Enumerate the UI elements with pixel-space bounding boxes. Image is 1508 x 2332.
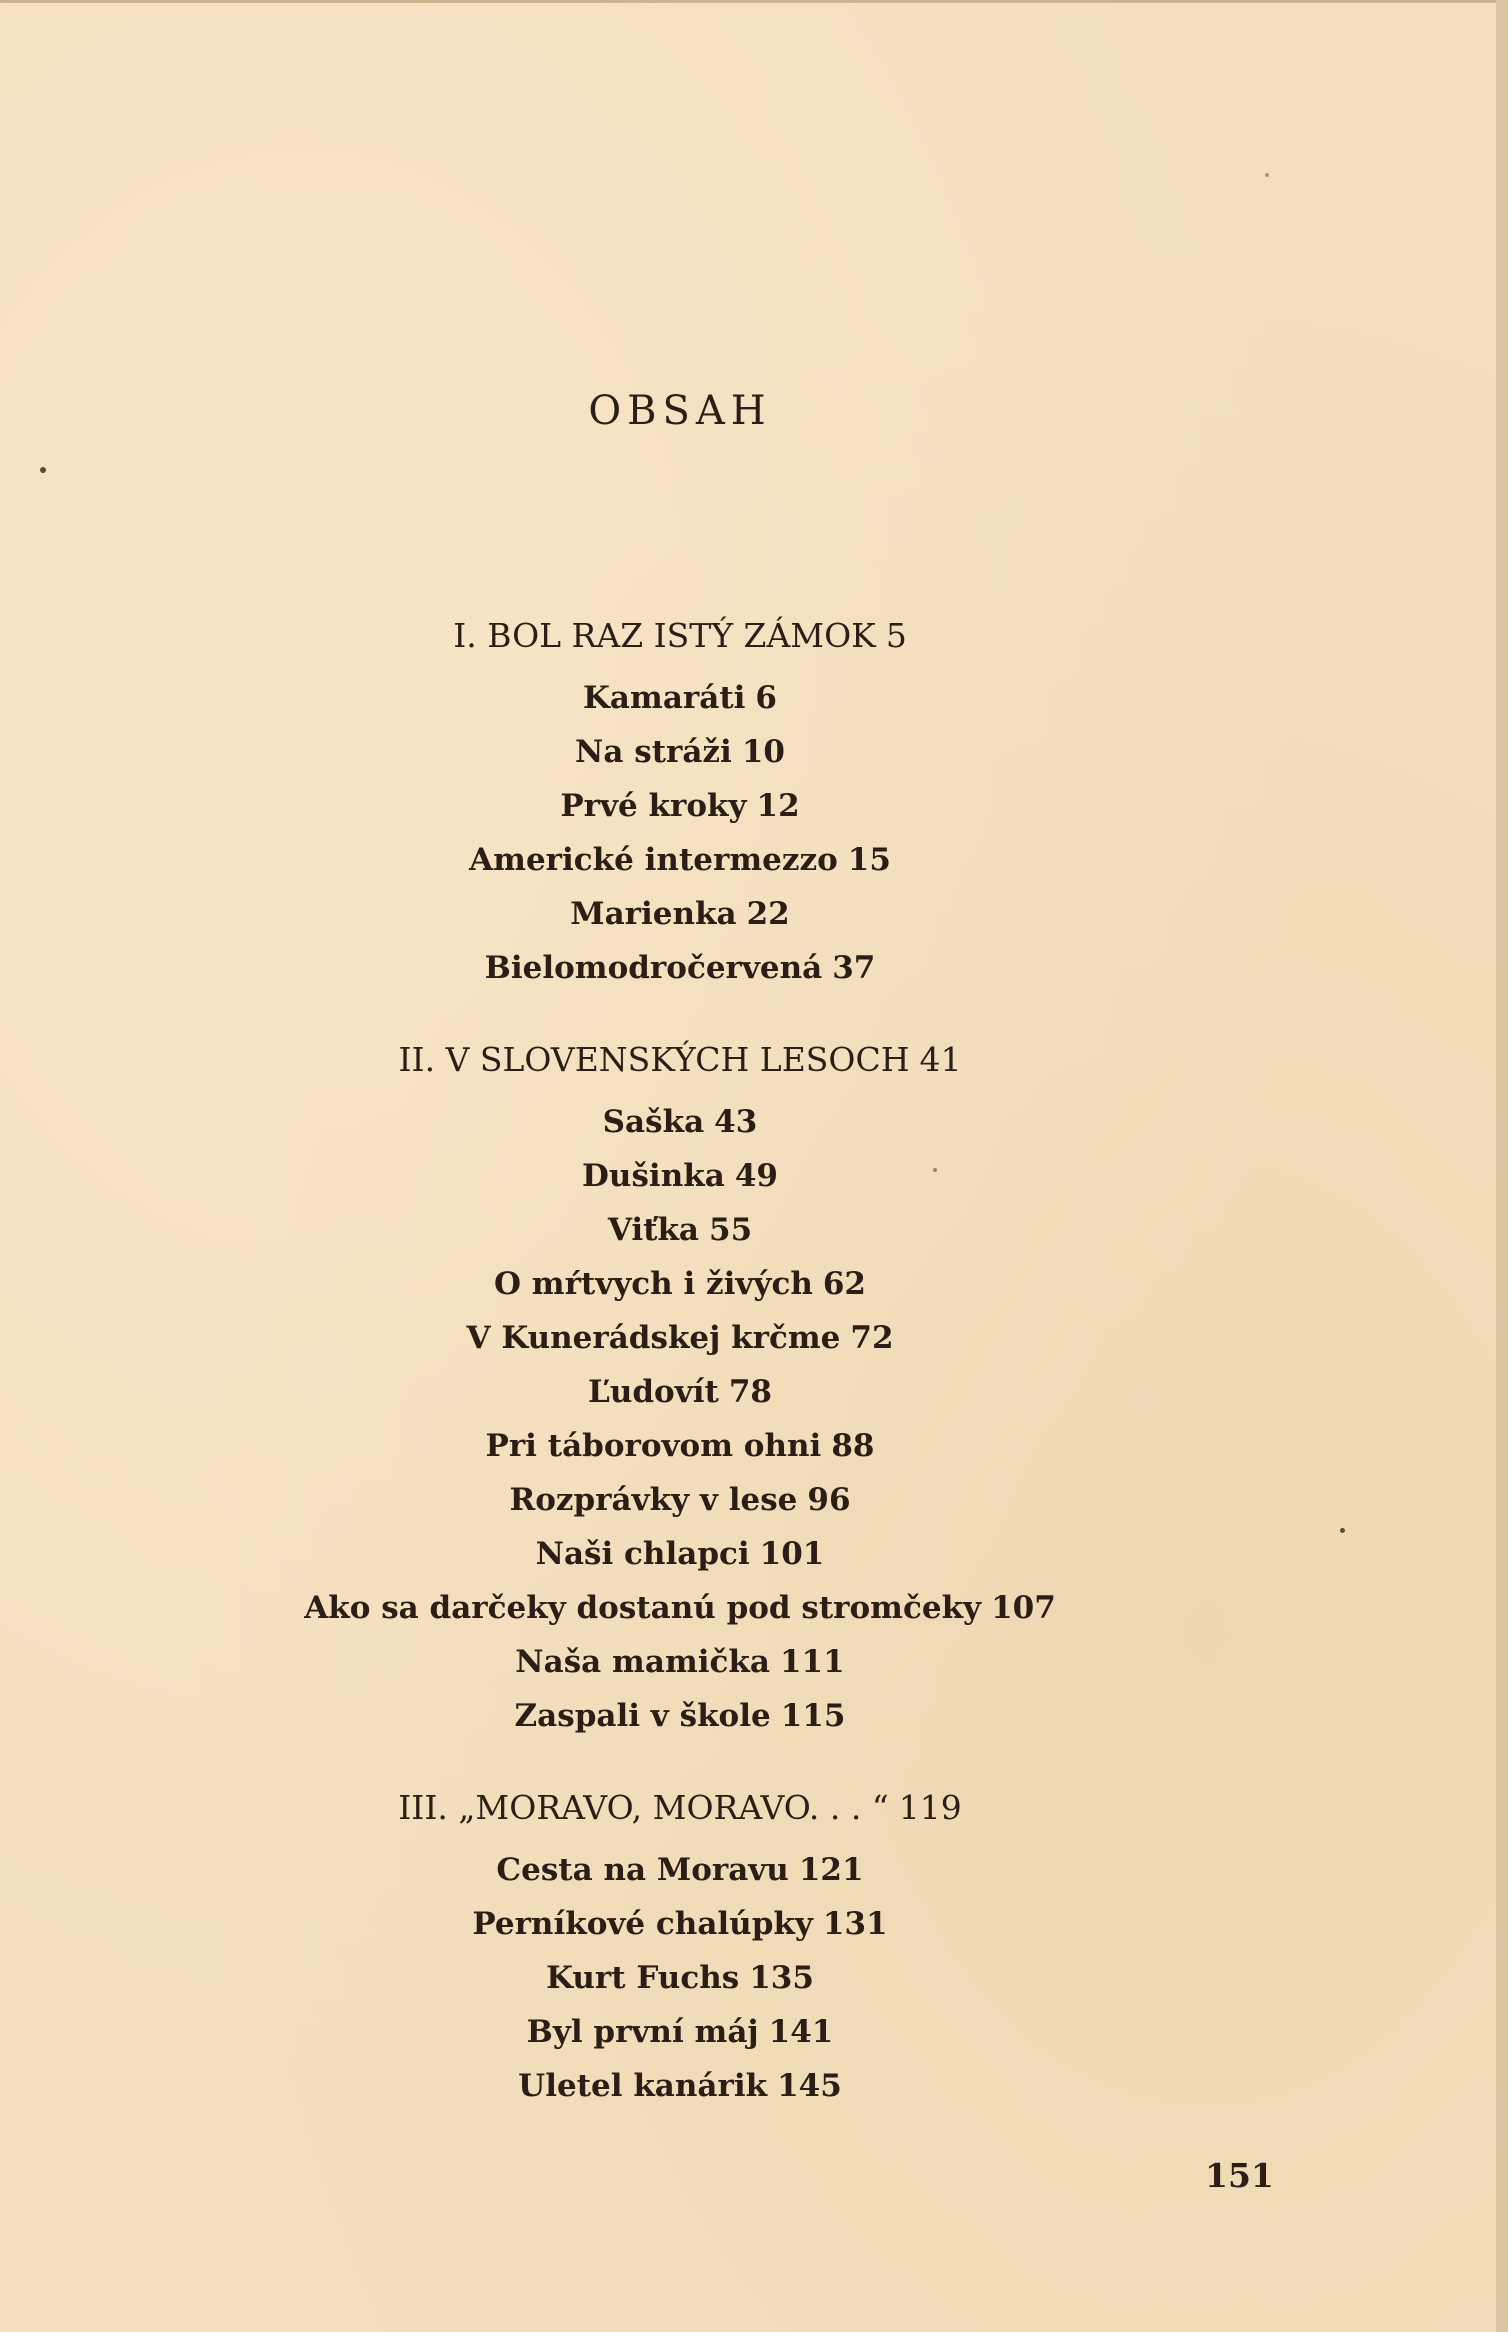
toc-entry xyxy=(0,788,1360,824)
paper-speck xyxy=(1265,173,1269,177)
toc-entry xyxy=(0,1644,1360,1680)
section-page-number: 41 xyxy=(919,1040,962,1079)
toc-entry xyxy=(0,1906,1360,1942)
toc-entry xyxy=(0,1960,1360,1996)
entry-title: Marienka xyxy=(570,896,737,932)
page-top-edge xyxy=(0,0,1508,3)
page-right-edge xyxy=(1496,0,1508,2332)
entry-page-number: 88 xyxy=(831,1428,875,1464)
entry-title: Naša mamička xyxy=(515,1644,770,1680)
toc-entry xyxy=(0,2014,1360,2050)
entry-title: Byl první máj xyxy=(526,2014,759,2050)
entry-page-number: 6 xyxy=(755,680,777,716)
toc-entry xyxy=(0,1698,1360,1734)
entry-title: Na stráži xyxy=(575,734,732,770)
entry-page-number: 135 xyxy=(749,1960,814,1996)
entry-title: O mŕtvych i živých xyxy=(493,1266,813,1302)
toc-entry xyxy=(0,1212,1360,1248)
toc-entry xyxy=(0,1536,1360,1572)
entry-title: Uletel kanárik xyxy=(518,2068,768,2104)
entry-page-number: 43 xyxy=(714,1104,758,1140)
toc-entry xyxy=(0,2068,1360,2104)
toc-entry xyxy=(0,1266,1360,1302)
entry-title: Prvé kroky xyxy=(560,788,747,824)
paper-speck xyxy=(1340,1528,1345,1533)
entry-page-number: 37 xyxy=(832,950,876,986)
section-page-number: 5 xyxy=(885,616,907,655)
entry-title: Bielomodročervená xyxy=(484,950,823,986)
entry-page-number: 10 xyxy=(741,734,785,770)
entry-page-number: 49 xyxy=(734,1158,778,1194)
entry-page-number: 55 xyxy=(709,1212,753,1248)
toc-entry xyxy=(0,842,1360,878)
page-title: OBSAH xyxy=(588,388,772,434)
entry-title: Zaspali v škole xyxy=(514,1698,771,1734)
entry-title: Kamaráti xyxy=(582,680,746,716)
entry-page-number: 22 xyxy=(746,896,790,932)
entry-page-number: 141 xyxy=(768,2014,834,2050)
entry-title: Pri táborovom ohni xyxy=(485,1428,822,1464)
entry-title: Perníkové chalúpky xyxy=(472,1906,813,1942)
entry-page-number: 111 xyxy=(779,1644,845,1680)
entry-title: Kurt Fuchs xyxy=(546,1960,740,1996)
toc-entry xyxy=(0,896,1360,932)
entry-page-number: 131 xyxy=(822,1906,888,1942)
paper-speck xyxy=(40,467,46,473)
toc-entry xyxy=(0,1428,1360,1464)
page-number-folio: 151 xyxy=(1205,2156,1274,2195)
toc-entry xyxy=(0,1374,1360,1410)
entry-page-number: 15 xyxy=(847,842,891,878)
entry-page-number: 78 xyxy=(728,1374,772,1410)
entry-page-number: 101 xyxy=(759,1536,825,1572)
entry-title: V Kunerádskej krčme xyxy=(466,1320,841,1356)
entry-title: Saška xyxy=(602,1104,705,1140)
toc-entry xyxy=(0,1158,1360,1194)
toc-entry xyxy=(0,950,1360,986)
entry-page-number: 62 xyxy=(822,1266,866,1302)
section-heading xyxy=(0,1788,1360,1827)
section-heading-text: I. BOL RAZ ISTÝ ZÁMOK xyxy=(453,616,876,655)
entry-page-number: 96 xyxy=(807,1482,851,1518)
toc-entry xyxy=(0,1590,1360,1626)
entry-title: Viťka xyxy=(607,1212,700,1248)
entry-title: Americké intermezzo xyxy=(469,842,838,878)
entry-title: Cesta na Moravu xyxy=(496,1852,789,1888)
section-heading-text: II. V SLOVENSKÝCH LESOCH xyxy=(398,1040,910,1079)
toc-entry xyxy=(0,680,1360,716)
entry-title: Naši chlapci xyxy=(535,1536,750,1572)
entry-title: Dušinka xyxy=(582,1158,725,1194)
entry-page-number: 107 xyxy=(991,1590,1056,1626)
entry-title: Ako sa darčeky dostanú pod stromčeky xyxy=(304,1590,982,1626)
entry-page-number: 121 xyxy=(798,1852,864,1888)
entry-title: Rozprávky v lese xyxy=(509,1482,798,1518)
section-heading xyxy=(0,616,1360,655)
toc-entry xyxy=(0,1482,1360,1518)
entry-page-number: 145 xyxy=(777,2068,842,2104)
entry-page-number: 72 xyxy=(850,1320,894,1356)
toc-entry xyxy=(0,1852,1360,1888)
section-heading xyxy=(0,1040,1360,1079)
entry-page-number: 115 xyxy=(780,1698,846,1734)
toc-entry xyxy=(0,1320,1360,1356)
entry-page-number: 12 xyxy=(756,788,800,824)
toc-entry xyxy=(0,734,1360,770)
section-heading-text: III. „MORAVO, MORAVO. . . “ xyxy=(398,1788,889,1827)
toc-entry xyxy=(0,1104,1360,1140)
entry-title: Ľudovít xyxy=(588,1374,719,1410)
section-page-number: 119 xyxy=(898,1788,962,1827)
